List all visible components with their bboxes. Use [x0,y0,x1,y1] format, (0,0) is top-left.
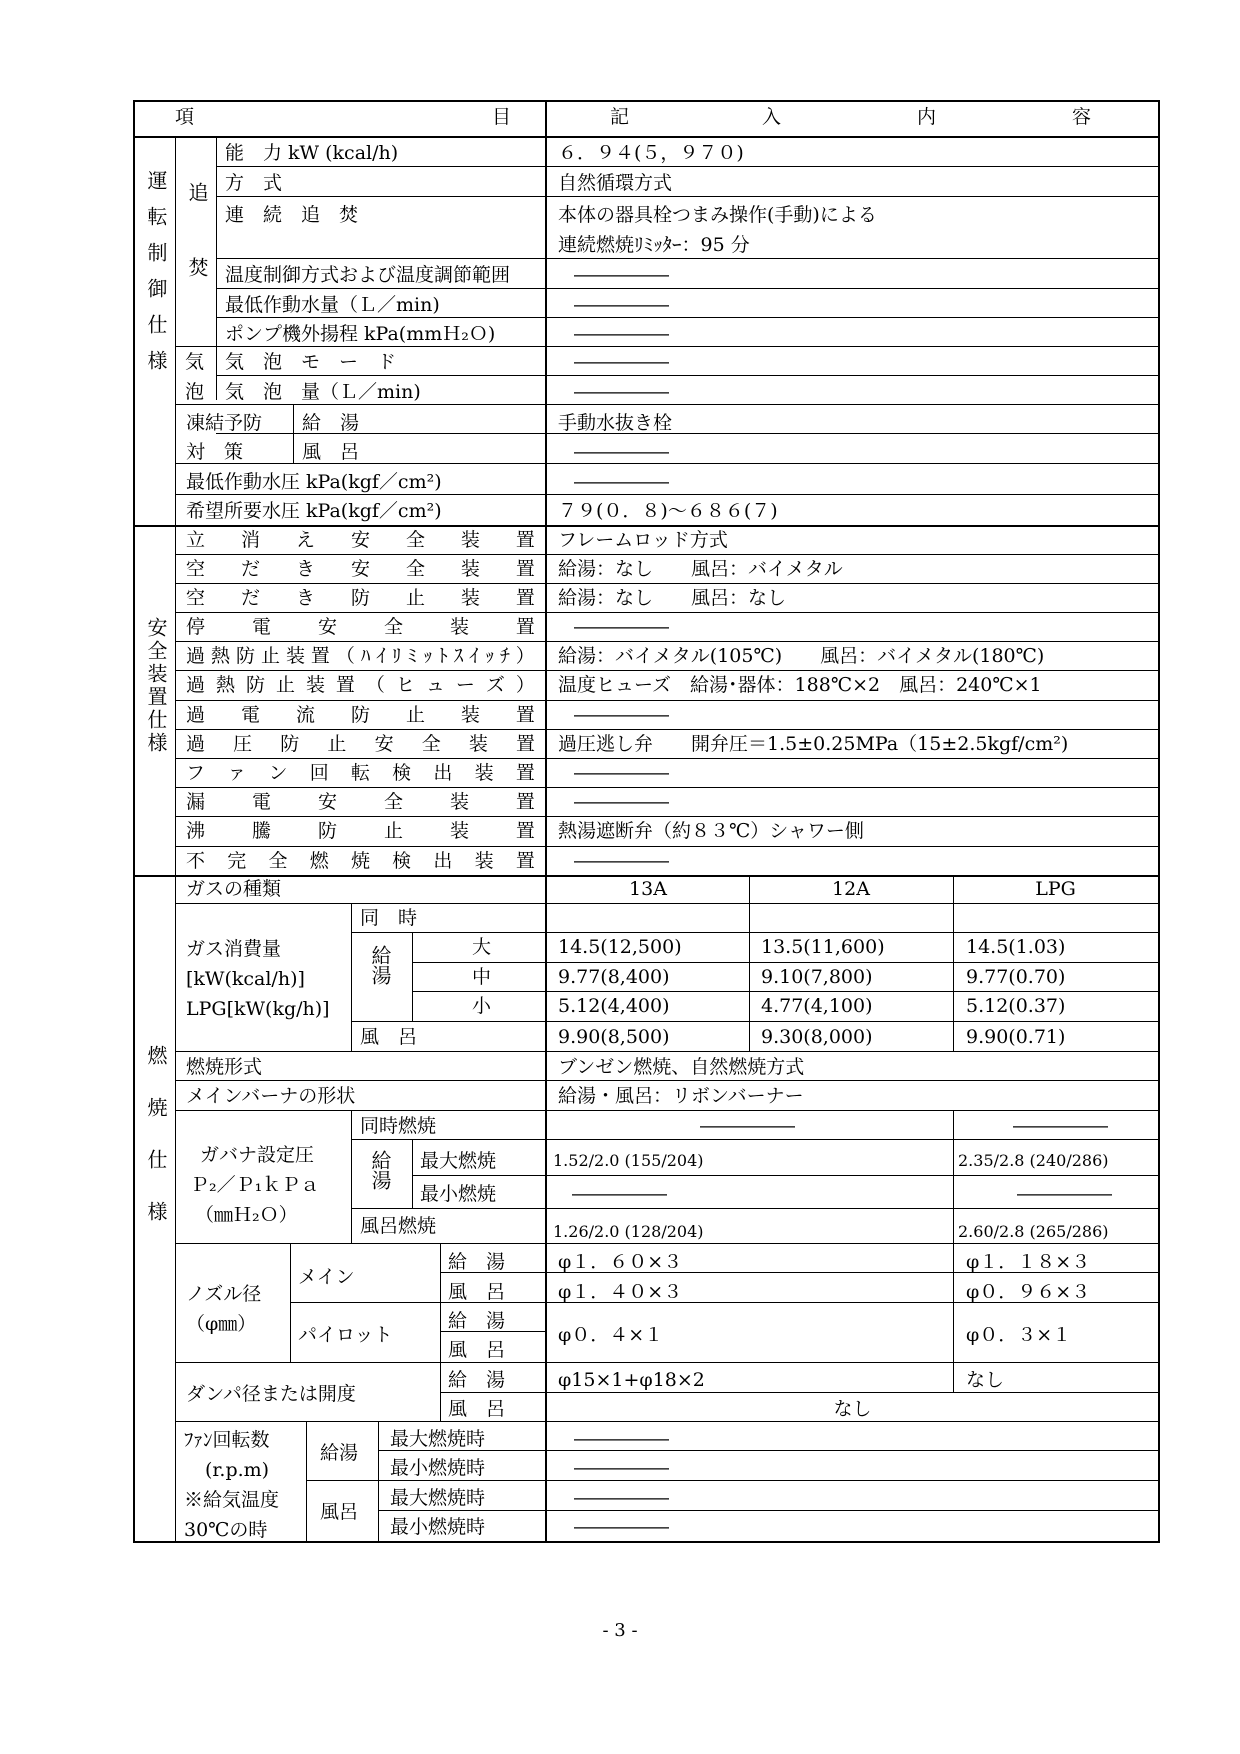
nozzle-main-kyuto-13a: φ１．６０×３ [558,1251,683,1273]
governor-max-label: 最大燃焼 [420,1150,497,1172]
pressure-label-0: 最低作動水圧 kPa(kgf／cm²) [186,471,442,493]
nozzle-pilot-kyuto: 給 湯 [448,1310,506,1332]
freeze-label-2: 対 策 [186,441,244,463]
safety-value-1: 給湯：なし 風呂：バイメタル [558,558,843,580]
section-kiho-2: 泡 [185,381,205,403]
governor-label-1: ガバナ設定圧 [200,1144,315,1166]
gas-size-small: 小 [472,995,492,1017]
op-label-3: 温度制御方式および温度調節範囲 [225,264,511,286]
fan-value-0: ――――― [574,1428,669,1450]
governor-min-label: 最小燃焼 [420,1183,497,1205]
grid-line-v [306,1421,307,1541]
governor-min-lpg: ――――― [1017,1183,1112,1205]
op-value-7: ――――― [574,381,669,403]
burn-form-value: ブンゼン燃焼、自然燃焼方式 [558,1056,805,1078]
header-item-1: 項 [175,106,195,128]
governor-furo-label: 風呂燃焼 [360,1215,437,1237]
safety-value-11: ――――― [574,850,669,872]
section-combustion-label: 燃焼仕様 [144,1045,168,1253]
grid-line-v [175,875,176,1541]
section-tsuidaki-label: 追焚 [185,182,209,332]
safety-value-6: ――――― [574,704,669,726]
gas-kyuto-label: 給湯 [368,945,392,985]
op-value-2b: 連続燃焼ﾘﾐｯﾀｰ：95 分 [558,234,750,256]
op-value-5: ――――― [574,323,669,345]
grid-line-v [1158,100,1160,1543]
grid-line-v [175,136,176,525]
nozzle-main-furo: 風 呂 [448,1281,506,1303]
safety-value-7: 過圧逃し弁 開弁圧＝1.5±0.25MPa（15±2.5kgf/cm²) [558,733,1069,755]
grid-line-h [440,1392,1158,1393]
gas-value-13a-small: 5.12(4,400) [558,995,670,1017]
governor-douji-label: 同時燃焼 [360,1115,437,1137]
freeze-label-1: 凍結予防 [186,412,263,434]
gas-value-13a-mid: 9.77(8,400) [558,966,670,988]
grid-line-v [953,1362,954,1392]
fan-min-1: 最小燃焼時 [390,1457,486,1479]
governor-kyuto-label: 給湯 [368,1150,392,1190]
governor-furo-lpg: 2.60/2.8 (265/286) [958,1222,1109,1241]
governor-max-lpg: 2.35/2.8 (240/286) [958,1151,1109,1170]
gas-type-lpg: LPG [1035,878,1076,900]
nozzle-pilot-lpg: φ０．３×１ [966,1324,1072,1346]
nozzle-main-furo-lpg: φ０．９６×３ [966,1281,1091,1303]
pressure-value-1: ７９(０．８)～６８６(７) [558,500,778,522]
damper-kyuto-13a: φ15×1+φ18×2 [558,1369,705,1391]
op-label-0: 能 力 kW (kcal/h) [225,142,399,164]
op-label-6: 気 泡 モ ー ド [225,351,397,373]
grid-line-v [351,903,352,1051]
fan-furo-label: 風呂 [320,1501,359,1523]
nozzle-main-kyuto-lpg: φ１．１８×３ [966,1251,1091,1273]
safety-label-10: 沸 騰 防 止 装 置 [186,820,535,842]
safety-label-6: 過 電 流 防 止 装 置 [186,704,535,726]
freeze-kyuto-value: 手動水抜き栓 [558,412,673,434]
grid-line-v [378,1421,379,1541]
safety-label-2: 空 だ き 防 止 装 置 [186,587,535,609]
header-content-3: 内 [917,106,937,128]
safety-value-10: 熱湯遮断弁（約８３℃）シャワー側 [558,820,864,842]
governor-douji-lpg: ――――― [1013,1115,1108,1137]
gas-furo-lpg: 9.90(0.71) [966,1026,1066,1048]
gas-consumption-label-1: ガス消費量 [186,938,282,960]
gas-type-label: ガスの種類 [186,878,282,900]
fan-kyuto-label: 給湯 [320,1442,359,1464]
nozzle-pilot-13a: φ０．４×１ [558,1324,664,1346]
grid-line-v [412,932,413,1021]
gas-size-mid: 中 [472,966,492,988]
fan-max-1: 最大燃焼時 [390,1428,486,1450]
fan-label-4: 30℃の時 [184,1519,268,1541]
grid-line-v [133,100,135,1543]
damper-furo-value: なし [833,1398,872,1420]
nozzle-main-furo-13a: φ１．４０×３ [558,1281,683,1303]
gas-furo-12a: 9.30(8,000) [761,1026,873,1048]
governor-label-2: Ｐ₂／Ｐ₁ｋＰａ [190,1174,320,1196]
fan-label-1: ﾌｧﾝ回転数 [184,1429,270,1451]
op-value-4: ――――― [574,294,669,316]
governor-label-3: （㎜Ｈ₂Ｏ） [195,1204,298,1226]
gas-consumption-label-2: [kW(kcal/h)] [186,968,305,990]
gas-type-12a: 12A [832,878,870,900]
safety-value-2: 給湯：なし 風呂：なし [558,587,787,609]
grid-line-v [412,1139,413,1208]
gas-furo-label: 風 呂 [360,1026,418,1048]
safety-label-3: 停 電 安 全 装 置 [186,616,535,638]
header-content-4: 容 [1072,106,1092,128]
governor-max-13a: 1.52/2.0 (155/204) [553,1151,704,1170]
damper-kyuto-label: 給 湯 [448,1369,506,1391]
freeze-furo-value: ――――― [574,441,669,463]
nozzle-main-label: メイン [298,1266,355,1288]
header-content-2: 入 [762,106,782,128]
safety-value-4: 給湯：バイメタル(105℃) 風呂：バイメタル(180℃) [558,645,1045,667]
fan-label-2: (r.p.m) [205,1459,270,1481]
safety-label-0: 立 消 え 安 全 装 置 [186,529,535,551]
gas-value-lpg-mid: 9.77(0.70) [966,966,1066,988]
gas-type-13a: 13A [629,878,667,900]
damper-label: ダンパ径または開度 [186,1383,356,1405]
damper-kyuto-lpg: なし [966,1369,1005,1391]
grid-line-v [440,1243,441,1421]
safety-label-8: フ ァ ン 回 転 検 出 装 置 [186,762,535,784]
page-number: - 3 - [602,1620,638,1641]
grid-line-h [133,100,1160,102]
grid-line-v [293,404,294,463]
section-safety-label: 安全装置仕様 [144,617,168,755]
op-label-2: 連 続 追 焚 [225,204,359,226]
governor-min-13a: ――――― [572,1183,667,1205]
gas-value-12a-large: 13.5(11,600) [761,936,885,958]
freeze-kyuto: 給 湯 [302,412,360,434]
op-value-6: ――――― [574,351,669,373]
pressure-label-1: 希望所要水圧 kPa(kgf／cm²) [186,500,442,522]
safety-label-5: 過 熱 防 止 装 置 （ ヒ ュ ー ズ ） [186,674,535,696]
gas-value-13a-large: 14.5(12,500) [558,936,682,958]
gas-furo-13a: 9.90(8,500) [558,1026,670,1048]
gas-size-large: 大 [472,936,492,958]
gas-consumption-label-3: LPG[kW(kg/h)] [186,998,330,1020]
gas-value-12a-small: 4.77(4,100) [761,995,873,1017]
op-label-7: 気 泡 量（Ｌ／min) [225,381,421,403]
op-value-2: 本体の器具栓つまみ操作(手動)による [558,204,877,226]
safety-label-9: 漏 電 安 全 装 置 [186,791,535,813]
grid-line-v [953,1110,954,1243]
fan-value-1: ――――― [574,1457,669,1479]
grid-line-v [216,136,217,400]
fan-min-2: 最小燃焼時 [390,1516,486,1538]
burn-form-label: 燃焼形式 [186,1056,263,1078]
nozzle-label-1: ノズル径 [186,1283,262,1305]
nozzle-main-kyuto: 給 湯 [448,1251,506,1273]
safety-label-7: 過 圧 防 止 安 全 装 置 [186,733,535,755]
fan-label-3: ※給気温度 [184,1489,280,1511]
gas-value-lpg-large: 14.5(1.03) [966,936,1066,958]
safety-value-0: フレームロッド方式 [558,529,728,551]
op-label-4: 最低作動水量（Ｌ／min) [225,294,440,316]
safety-value-3: ――――― [574,616,669,638]
governor-furo-13a: 1.26/2.0 (128/204) [553,1222,704,1241]
grid-line-v [351,1110,352,1243]
header-content-1: 記 [610,106,630,128]
gas-douji-label: 同 時 [360,907,418,929]
safety-label-1: 空 だ き 安 全 装 置 [186,558,535,580]
grid-line-v [953,1243,954,1362]
governor-douji-13a: ――――― [700,1115,795,1137]
damper-furo-label: 風 呂 [448,1398,506,1420]
op-label-5: ポンプ機外揚程 kPa(mmＨ₂Ｏ) [225,323,496,345]
nozzle-pilot-furo: 風 呂 [448,1339,506,1361]
burner-shape-value: 給湯・風呂：リボンバーナー [558,1085,804,1107]
header-item-2: 目 [492,106,512,128]
pressure-value-0: ――――― [574,471,669,493]
op-value-1: 自然循環方式 [558,172,673,194]
burner-shape-label: メインバーナの形状 [186,1085,356,1107]
grid-line-h [175,1362,1158,1363]
safety-value-9: ――――― [574,791,669,813]
gas-value-12a-mid: 9.10(7,800) [761,966,873,988]
freeze-furo: 風 呂 [302,441,360,463]
section-kiho-1: 気 [185,351,205,373]
fan-value-3: ――――― [574,1516,669,1538]
safety-value-5: 温度ヒューズ 給湯･器体：188℃×2 風呂：240℃×1 [558,674,1042,696]
section-operation-label: 運転制御仕様 [144,170,168,386]
safety-label-11: 不 完 全 燃 焼 検 出 装 置 [186,850,535,872]
nozzle-pilot-label: パイロット [298,1324,393,1346]
fan-value-2: ――――― [574,1487,669,1509]
fan-max-2: 最大燃焼時 [390,1487,486,1509]
safety-value-8: ――――― [574,762,669,784]
gas-value-lpg-small: 5.12(0.37) [966,995,1066,1017]
nozzle-label-2: （φ㎜） [186,1313,257,1335]
safety-label-4: 過 熱 防 止 装 置 （ ﾊ ｲ ﾘ ﾐ ｯ ﾄ ｽ ｲ ｯ ﾁ ） [186,645,535,667]
op-label-1: 方 式 [225,172,283,194]
op-value-0: ６．９４(５，９７０) [558,142,744,164]
op-value-3: ――――― [574,264,669,286]
